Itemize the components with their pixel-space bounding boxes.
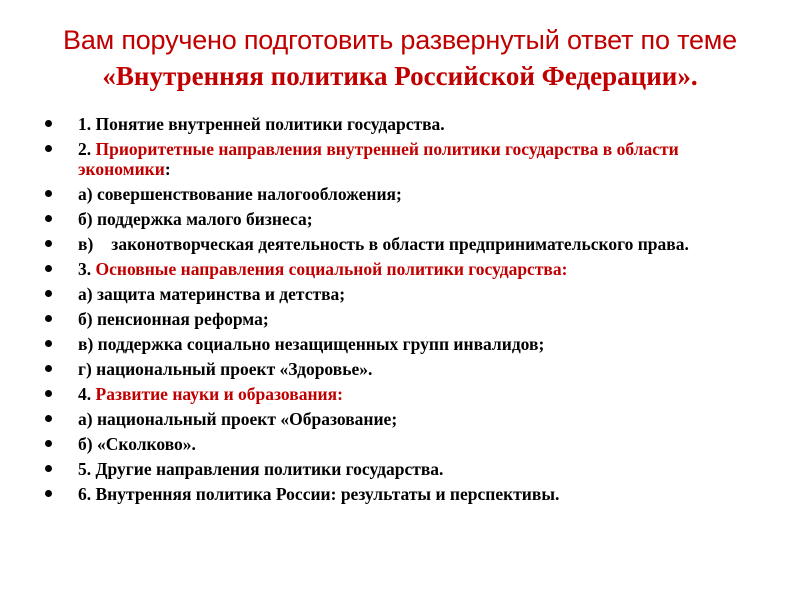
list-item-5	[40, 234, 770, 254]
item-text: законотворческая деятельность в области предпринимательского права.	[111, 234, 689, 254]
bullet-icon	[45, 465, 52, 472]
bullet-icon	[45, 240, 52, 247]
list-item-6	[40, 259, 770, 279]
bullet-icon	[45, 290, 52, 297]
item-text: а) защита материнства и детства;	[78, 284, 346, 304]
item-text: б) пенсионная реформа;	[78, 309, 269, 329]
list-item-12	[40, 409, 770, 429]
list-item-2	[40, 139, 770, 179]
item-number: 2.	[78, 139, 96, 159]
bullet-icon	[45, 215, 52, 222]
topic-outline-list	[40, 114, 770, 509]
section-heading: Развитие науки и образования:	[95, 384, 343, 404]
list-item-14	[40, 459, 770, 479]
item-suffix: :	[164, 159, 171, 179]
item-number: в)	[78, 234, 94, 254]
list-item-9	[40, 334, 770, 354]
section-heading: Приоритетные направления внутренней политики государства в области экономики	[78, 139, 679, 179]
item-text: а) совершенствование налогообложения;	[78, 184, 402, 204]
bullet-icon	[45, 365, 52, 372]
list-item-11	[40, 384, 770, 404]
bullet-icon	[45, 145, 52, 152]
list-item-1	[40, 114, 770, 134]
item-text: 6. Внутренняя политика России: результаты и перспективы.	[78, 484, 560, 504]
bullet-icon	[45, 440, 52, 447]
item-number: 3.	[78, 259, 96, 279]
item-text: б) поддержка малого бизнеса;	[78, 209, 313, 229]
item-text: 1. Понятие внутренней политики государства.	[78, 114, 445, 134]
bullet-icon	[45, 340, 52, 347]
list-item-15	[40, 484, 770, 504]
list-item-3	[40, 184, 770, 204]
list-item-8	[40, 309, 770, 329]
section-heading: Основные направления социальной политики государства:	[95, 259, 568, 279]
title-line-1: Вам поручено подготовить развернутый ответ по теме	[63, 25, 737, 55]
bullet-icon	[45, 120, 52, 127]
bullet-icon	[45, 390, 52, 397]
list-item-4	[40, 209, 770, 229]
bullet-icon	[45, 190, 52, 197]
title-line-2: «Внутренняя политика Российской Федерации».	[102, 61, 698, 91]
item-text: в) поддержка социально незащищенных групп инвалидов;	[78, 334, 545, 354]
list-item-10	[40, 359, 770, 379]
item-text: б) «Сколково».	[78, 434, 196, 454]
bullet-icon	[45, 490, 52, 497]
bullet-icon	[45, 265, 52, 272]
list-item-7	[40, 284, 770, 304]
slide-title	[20, 22, 780, 94]
item-text: 5. Другие направления политики государства.	[78, 459, 444, 479]
bullet-icon	[45, 315, 52, 322]
item-number: 4.	[78, 384, 96, 404]
item-text: г) национальный проект «Здоровье».	[78, 359, 373, 379]
bullet-icon	[45, 415, 52, 422]
list-item-13	[40, 434, 770, 454]
item-text: а) национальный проект «Образование;	[78, 409, 398, 429]
